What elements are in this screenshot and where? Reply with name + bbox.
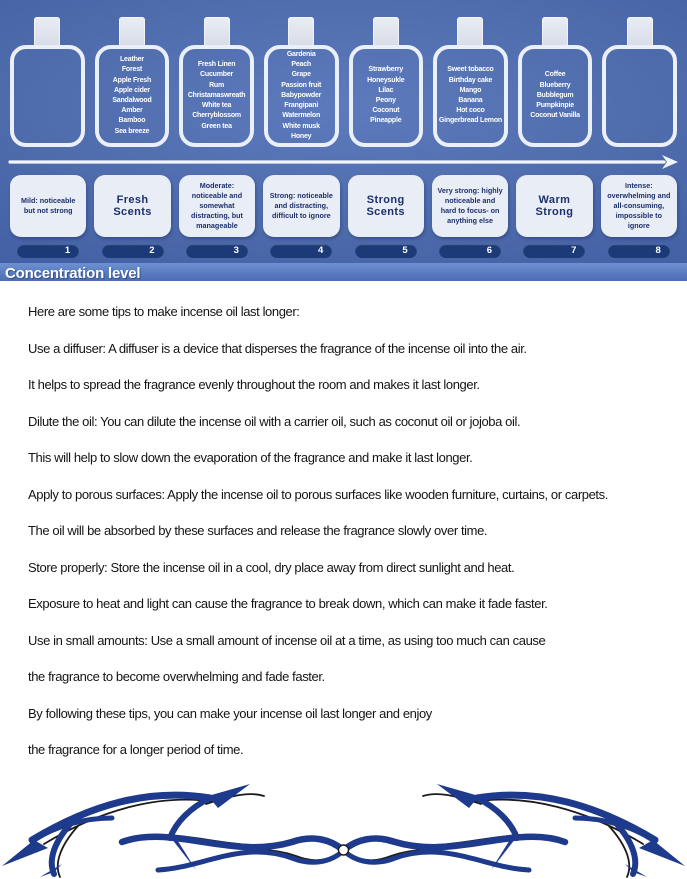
bottle-body [10,45,85,147]
scent-name: Sweet tobacco [447,66,494,74]
scent-name: Mango [459,86,482,94]
scent-name: Green tea [201,122,232,130]
pill-cell-5 [348,244,424,258]
level-box-1: Mild: noticeable but not strong [10,175,86,237]
level-number-pill: 1 [17,244,79,258]
level-box-8: Intense: overwhelming and all-consuming, impossible to ignore [601,175,677,237]
bottle-body [518,45,593,147]
level-box-3: Moderate: noticeable and somewhat distracting, but manageable [179,175,255,237]
level-number-pill: 5 [355,244,417,258]
tip-line: Store properly: Store the incense oil in a cool, dry place away from direct sunlight and heat. [28,559,515,575]
scent-bottle-4 [264,17,339,147]
scent-name: Pineapple [370,117,402,125]
bottle-cap-icon [542,17,568,47]
bottle-cap-icon [457,17,483,47]
level-number-pill: 7 [523,244,585,258]
level-number-pill: 8 [608,244,670,258]
level-number-pill: 2 [102,244,164,258]
scent-name: White musk [282,122,320,130]
scent-name: Coffee [544,71,566,79]
pill-cell-1 [10,244,86,258]
scent-name: Leather [119,56,144,64]
tip-line: the fragrance to become overwhelming and fade faster. [28,669,325,684]
tip-line: Here are some tips to make incense oil last longer: [28,304,300,319]
scent-name: Apple cider [113,86,150,94]
scent-name: Cucumber [200,71,234,79]
scent-name: Strawberry [368,66,404,74]
scent-name: Gingerbread Lemon [438,117,502,125]
bottle-body [602,45,677,147]
scent-bottle-3 [179,17,254,147]
scent-concentration-panel [0,0,687,281]
scent-name: Gardenia [286,51,316,59]
scent-name: Banana [458,97,483,104]
tip-line: By following these tips, you can make your incense oil last longer and enjoy [28,705,432,721]
scent-name: Amber [121,107,143,115]
scent-name: Rum [209,81,225,89]
scent-bottle-8 [602,17,677,147]
bottle-cap-icon [288,17,314,47]
tribal-divider [0,780,687,878]
scent-name: Bamboo [118,117,146,125]
tip-line: Use in small amounts: Use a small amount of incense oil at a time, as using too much can cause [28,632,546,648]
bottle-cap-icon [34,17,60,47]
scent-name: Blueberry [539,81,571,89]
scent-name: Fresh Linen [197,61,236,69]
bottle-body [264,45,339,147]
pill-cell-7 [516,244,592,258]
tip-line: Dilute the oil: You can dilute the incense oil with a carrier oil, such as coconut oil or jojoba oil. [28,413,521,429]
axis-strip [0,263,687,281]
bottle-body [95,45,170,147]
bottle-cap-icon [204,17,230,47]
tip-line: It helps to spread the fragrance evenly throughout the room and makes it last longer. [28,377,480,392]
level-number-pill: 4 [270,244,332,258]
tip-line: Apply to porous surfaces: Apply the incense oil to porous surfaces like wooden furniture, curtains, or carpets. [28,486,608,502]
scent-name: Christamaswreath [187,91,246,99]
scent-bottle-1 [10,17,85,147]
level-number-pill: 6 [439,244,501,258]
level-box-7: Warm Strong [516,175,592,237]
scent-name: Frangipani [284,102,319,110]
tip-line: This will help to slow down the evaporation of the fragrance and make it last longer. [28,450,473,465]
scent-name: White tea [201,102,232,110]
right-arrow-icon [8,154,679,170]
level-box-4: Strong: noticeable and distracting, difficult to ignore [263,175,339,237]
scent-name: Sea breeze [114,127,150,135]
scent-name: Coconut [372,107,400,115]
tips-section [0,281,687,756]
axis-label: Concentration level [5,264,141,281]
pill-cell-6 [432,244,508,258]
scent-name: Coconut Vanilla [530,112,580,120]
level-box-6: Very strong: highly noticeable and hard to focus- on anything else [432,175,508,237]
scent-name: Bubblegum [536,91,574,99]
bottle-cap-icon [627,17,653,47]
pill-cell-3 [179,244,255,258]
scent-name: Lilac [378,86,394,94]
scent-name: Peony [375,97,396,104]
bottle-cap-icon [373,17,399,47]
pill-cell-8 [601,244,677,258]
scent-name: Birthday cake [448,76,493,84]
scent-name: Pumpkinpie [536,102,574,110]
pill-cell-2 [94,244,170,258]
scent-name: Watermelon [282,112,321,120]
scent-name: Grape [291,71,311,79]
scent-name: Forest [121,66,143,74]
tip-line: Exposure to heat and light can cause the fragrance to break down, which can make it fade faster. [28,596,548,611]
bottle-body [349,45,424,147]
tip-line: The oil will be absorbed by these surfaces and release the fragrance slowly over time. [28,523,488,538]
scent-bottle-7 [518,17,593,147]
level-box-5: Strong Scents [348,175,424,237]
scent-name: Honey [290,132,312,140]
bottle-body [179,45,254,147]
level-box-2: Fresh Scents [94,175,170,237]
scent-name: Babypowder [281,91,322,99]
scent-bottle-6 [433,17,508,147]
tip-line: Use a diffuser: A diffuser is a device that disperses the fragrance of the incense oil into the air. [28,340,527,356]
level-row [0,175,687,237]
scent-bottle-5 [349,17,424,147]
bottle-cap-icon [119,17,145,47]
scent-name: Passion fruit [281,81,322,89]
bottle-body [433,45,508,147]
scent-name: Peach [291,61,311,69]
scent-bottle-2 [95,17,170,147]
scent-name: Hot coco [456,107,485,115]
scent-name: Sandalwood [112,97,152,104]
tip-line: the fragrance for a longer period of time. [28,742,244,757]
scent-name: Cherryblossom [192,112,241,120]
level-number-pill: 3 [186,244,248,258]
pill-cell-4 [263,244,339,258]
bottle-row [0,0,687,147]
pill-row [0,244,687,258]
scent-name: Apple Fresh [112,76,152,84]
scent-name: Honeysukle [367,76,405,84]
